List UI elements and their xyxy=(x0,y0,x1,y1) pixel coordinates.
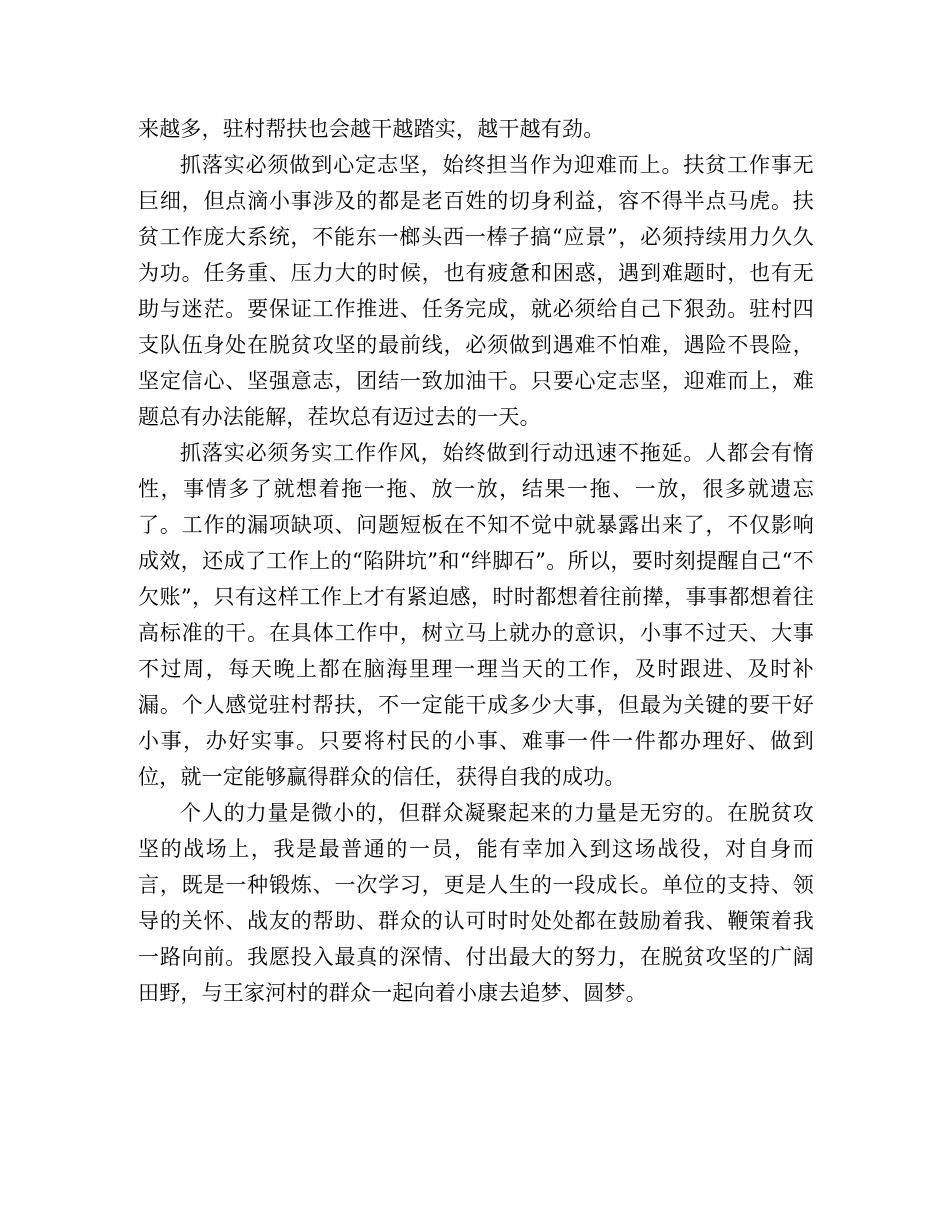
document-body xyxy=(138,111,814,1011)
paragraph-1: 来越多，驻村帮扶也会越干越踏实，越干越有劲。 xyxy=(138,117,605,141)
paragraph-2: 抓落实必须做到心定志坚，始终担当作为迎难而上。扶贫工作事无巨细，但点滴小事涉及的都是老百姓的切身利益，容不得半点马虎。扶贫工作庞大系统，不能东一榔头西一棒子搞“应景”，必须持续用力久久为功。任务重、压力大的时候，也有疲惫和困惑，遇到难题时，也有无助与迷茫。要保证工作推进、任务完成，就必须给自己下狠劲。驻村四支队伍身处在脱贫攻坚的最前线，必须做到遇难不怕难，遇险不畏险，坚定信心、坚强意志，团结一致加油干。只要心定志坚，迎难而上，难题总有办法能解，茬坎总有迈过去的一天。 xyxy=(138,153,814,429)
paragraph-4: 个人的力量是微小的，但群众凝聚起来的力量是无穷的。在脱贫攻坚的战场上，我是最普通的一员，能有幸加入到这场战役，对自身而言，既是一种锻炼、一次学习，更是人生的一段成长。单位的支持、领导的关怀、战友的帮助、群众的认可时时处处都在鼓励着我、鞭策着我一路向前。我愿投入最真的深情、付出最大的努力，在脱贫攻坚的广阔田野，与王家河村的群众一起向着小康去追梦、圆梦。 xyxy=(138,801,814,1005)
paragraph-3: 抓落实必须务实工作作风，始终做到行动迅速不拖延。人都会有惰性，事情多了就想着拖一拖、放一放，结果一拖、一放，很多就遗忘了。工作的漏项缺项、问题短板在不知不觉中就暴露出来了，不仅影响成效，还成了工作上的“陷阱坑”和“绊脚石”。所以，要时刻提醒自己“不欠账”，只有这样工作上才有紧迫感，时时都想着往前撵，事事都想着往高标准的干。在具体工作中，树立马上就办的意识，小事不过天、大事不过周，每天晚上都在脑海里理一理当天的工作，及时跟进、及时补漏。个人感觉驻村帮扶，不一定能干成多少大事，但最为关键的要干好小事，办好实事。只要将村民的小事、难事一件一件都办理好、做到位，就一定能够赢得群众的信任，获得自我的成功。 xyxy=(138,441,814,789)
